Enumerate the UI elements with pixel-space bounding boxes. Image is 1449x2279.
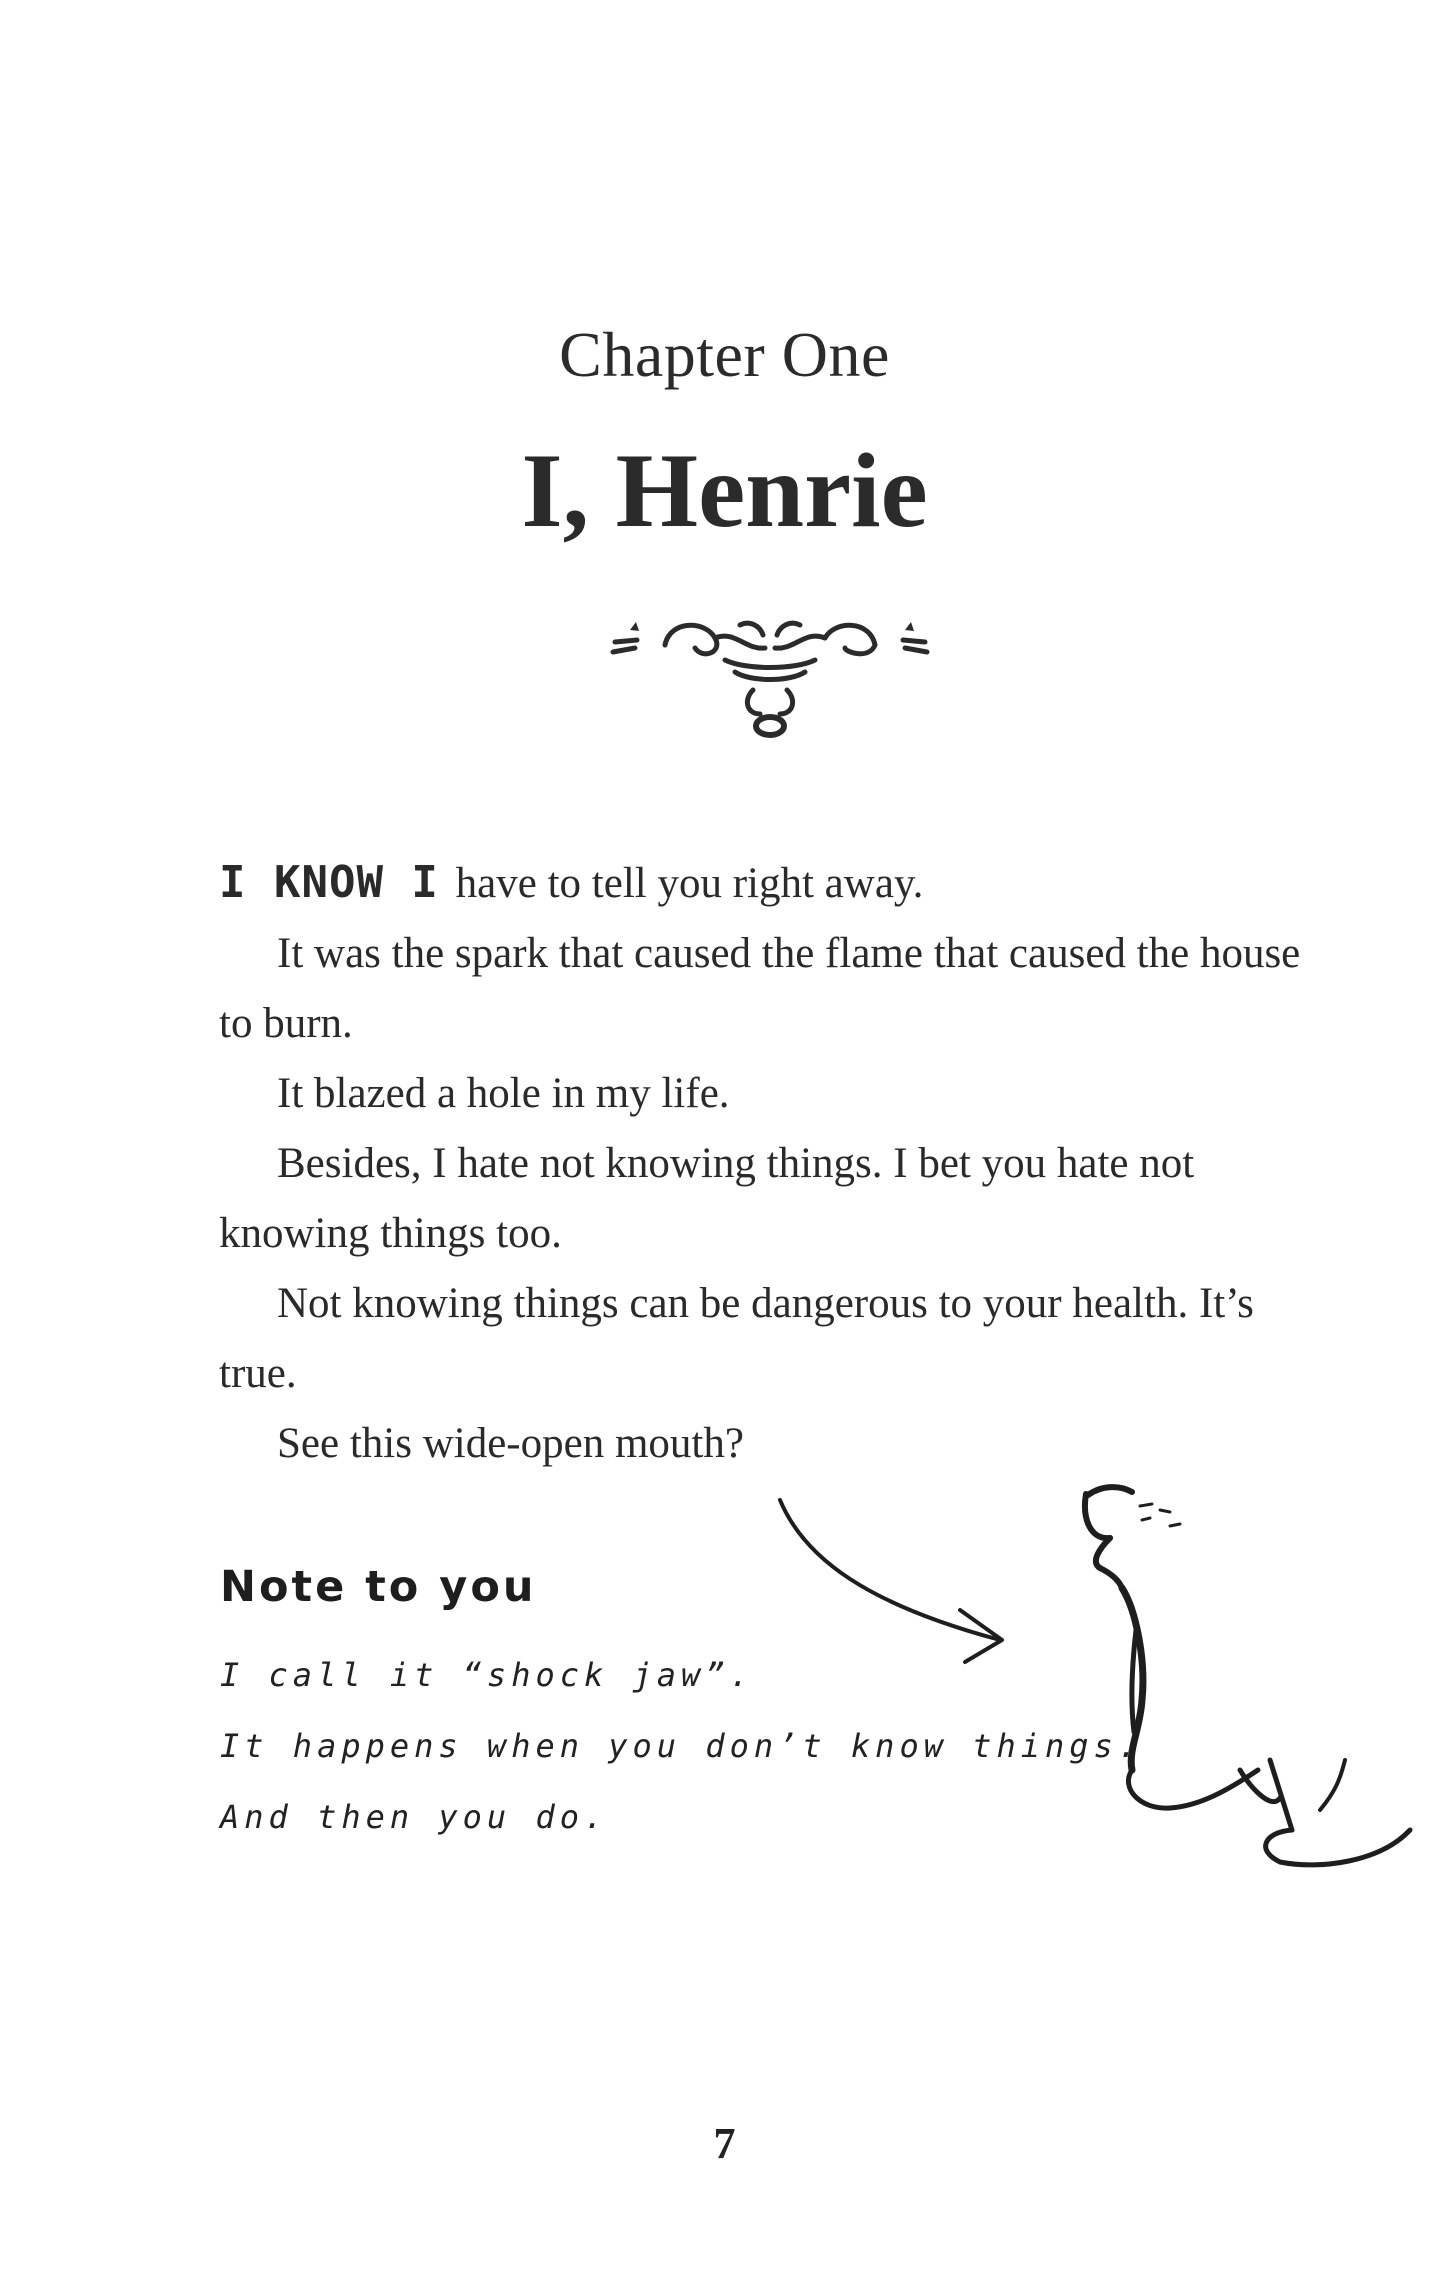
note-line: I call it “shock jaw”.: [220, 1656, 754, 1694]
flourish-ornament-icon: [575, 590, 965, 740]
paragraph: Besides, I hate not knowing things. I bet you hate not knowing things too.: [219, 1140, 1195, 1257]
paragraph: Not knowing things can be dangerous to your health. It’s true.: [219, 1280, 1254, 1397]
chapter-label: Chapter One: [559, 319, 890, 390]
chapter-body: [219, 848, 1309, 1479]
page-number: 7: [713, 2119, 736, 2168]
lead-in-text: I KNOW I: [219, 857, 439, 908]
opening-text: have to tell you right away.: [455, 860, 924, 907]
shock-jaw-drawing-icon: [760, 1470, 1420, 1890]
note-line: It happens when you don’t know things.: [220, 1727, 1143, 1765]
chapter-title: I, Henrie: [521, 432, 928, 549]
note-line: And then you do.: [220, 1798, 609, 1836]
paragraph: It was the spark that caused the flame that caused the house to burn.: [219, 930, 1301, 1047]
paragraph: See this wide-open mouth?: [277, 1420, 744, 1467]
note-heading: Note to you: [220, 1562, 537, 1612]
opening-paragraph: [219, 848, 1309, 919]
paragraph: It blazed a hole in my life.: [277, 1070, 730, 1117]
